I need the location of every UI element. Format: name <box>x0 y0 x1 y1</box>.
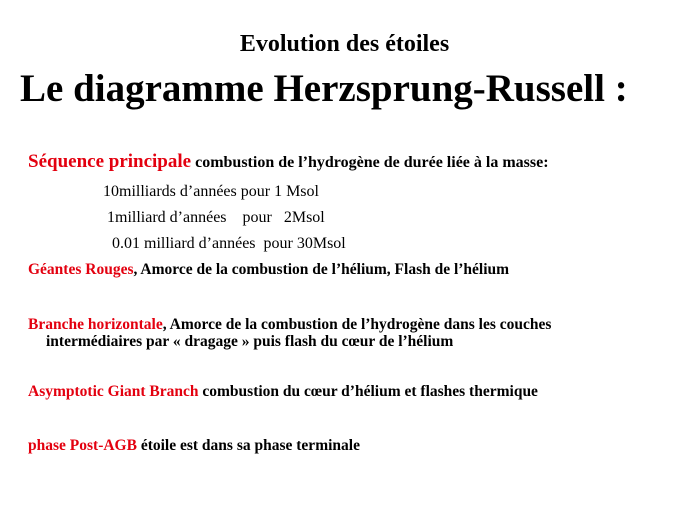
sequence-item-1msol: 10milliards d’années pour 1 Msol <box>103 183 319 200</box>
post-agb-line <box>28 436 360 456</box>
sequence-item-2msol: 1milliard d’années pour 2Msol <box>107 209 325 226</box>
slide-subtitle: Evolution des étoiles <box>239 31 450 57</box>
post-agb-term: phase Post-AGB <box>28 437 137 454</box>
sequence-principale-text: combustion de l’hydrogène de durée liée à la masse: <box>191 154 549 171</box>
geantes-rouges-text: , Amorce de la combustion de l’hélium, Flash de l’hélium <box>133 261 510 278</box>
sequence-item-30msol: 0.01 milliard d’années pour 30Msol <box>112 235 346 252</box>
sequence-principale-line <box>28 150 549 175</box>
post-agb-text: étoile est dans sa phase terminale <box>136 437 360 454</box>
branche-horizontale-text: , Amorce de la combustion de l’hydrogène dans les couches <box>162 316 552 333</box>
agb-term: Asymptotic Giant Branch <box>28 383 199 400</box>
branche-horizontale-term: Branche horizontale <box>28 316 163 333</box>
geantes-rouges-line <box>28 260 509 280</box>
branche-horizontale-continuation: intermédiaires par « dragage » puis flash du cœur de l’hélium <box>46 333 454 350</box>
agb-text: combustion du cœur d’hélium et flashes thermique <box>198 383 538 400</box>
sequence-principale-term: Séquence principale <box>28 151 192 172</box>
slide-title: Le diagramme Herzsprung-Russell : <box>20 67 628 110</box>
geantes-rouges-term: Géantes Rouges <box>28 261 134 278</box>
agb-line <box>28 382 538 402</box>
